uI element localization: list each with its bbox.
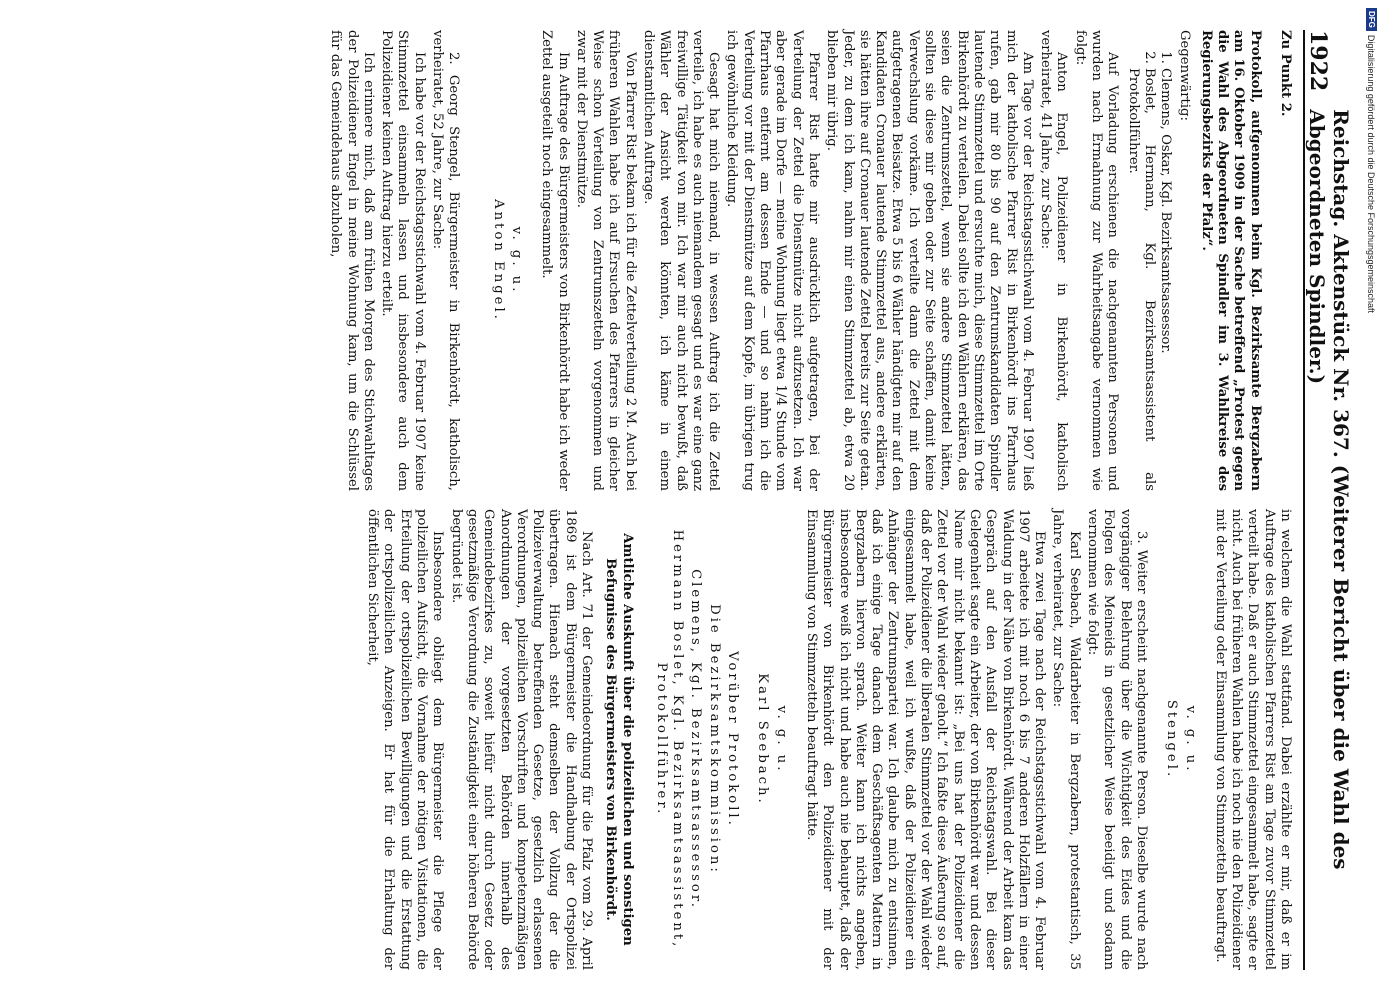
paragraph: 3. Weiter erscheint nachgenannte Person. Dieselbe wurde nach vorgängiger Belehrung über die Wichtigkeit des Eides und die Folgen des Meineids in gesetzlicher Weise beeidigt und sodann vernommen wie folgt: xyxy=(1085,509,1149,970)
present-item: 1. Clemens, Oskar, Kgl. Bezirksamtsassessor. xyxy=(1157,68,1173,491)
paragraph: Ich habe vor der Reichstagsstichwahl vom 4. Februar 1907 keine Stimmzettel einsammeln lassen und insbesondere auch dem Polizeidiener keinen Auftrag hierzu erteilt. xyxy=(379,30,427,491)
text-columns xyxy=(325,30,1293,970)
section-heading: Zu Punkt 2. xyxy=(1278,30,1293,117)
protocol-title: Protokoll, aufgenommen beim Kgl. Bezirksamte Bergzabern am 16. Oktober 1909 in der Sache betreffend „Protest gegen die Wahl des Abgeordneten Spindler im 3. Wahlkreise des Regierungsbezirks der Pfalz“. xyxy=(1198,30,1263,491)
signature: Anton Engel. xyxy=(490,199,506,322)
vgu-mark: v. g. u. xyxy=(773,705,789,774)
signature: Karl Seebach. xyxy=(755,673,771,806)
signature: Clemens, Kgl. Bezirksamtsassessor. xyxy=(688,569,704,910)
page-title: Reichstag. Aktenstück Nr. 367. (Weiterer Bericht über die Wahl des Abgeordneten Spindler.) xyxy=(1305,109,1353,870)
page-number: 1922 xyxy=(1305,30,1331,92)
paragraph: Nach Art. 71 der Gemeindeordnung für die Pfalz vom 29. April 1869 ist dem Bürgermeister die Handhabung der Ortspolizei übertragen. Hienach steht demselben der Vollzug der die Polizeiverwaltung betreffenden Gesetze, gesetzlich erlassenen Verordnungen, polizeilichen Vorschriften und kompetenzmäßigen Anordnungen der vorgesetzten Behörden innerhalb des Gemeindebezirkes zu, soweit hiefür nicht durch Gesetz oder gesetzmäßige Verordnung die Zuständigkeit einer höheren Behörde begründet ist. xyxy=(448,509,595,970)
left-column xyxy=(325,30,1293,491)
paragraph: Gesagt hat mich niemand, in wessen Auftrag ich die Zettel verteile, ich habe es auch niemandem gesagt und es war eine ganz freiwillige Tätigkeit von mir. Ich war mir auch nicht bewußt, daß Wähler der Ansicht werden könnten, ich käme in einem dienstamtlichen Auftrage. xyxy=(641,30,722,491)
paragraph: Von Pfarrer Rist bekam ich für die Zettelverteilung 2 M. Auch bei früheren Wahlen habe ich auf Ersuchen des Pfarrers in gleicher Weise schon Verteilung von Zentrumszetteln vorgenommen und zwar mit der Dienstmütze. xyxy=(573,30,638,491)
present-list xyxy=(1124,30,1173,491)
paragraph: Anton Engel, Polizeidiener in Birkenhördt, katholisch verheiratet, 41 Jahre, zur Sache: xyxy=(1038,30,1070,491)
credit-text: Digitalisierung gefördert durch die Deutsche Forschungsgemeinschaft xyxy=(1366,34,1377,314)
dfg-logo-icon: DFG xyxy=(1366,8,1377,31)
digitization-credit xyxy=(1361,8,1377,1008)
closing-line: Vorüber Protokoll. xyxy=(725,651,741,828)
paragraph: Pfarrer Rist hatte mir ausdrücklich aufgetragen, bei der Verteilung der Zettel die Dienstmütze nicht aufzusetzen. Ich war aber gerade im Dorfe — meine Wohnung liegt etwa 1/4 Stunde vom Pfarrhaus entfernt am dessen Ende — und so nahm ich die Verteilung vor mit der Dienstmütze auf dem Kopfe, im übrigen trug ich gewöhnliche Kleidung. xyxy=(724,30,821,491)
paragraph: Am Tage vor der Reichstagsstichwahl vom 4. Februar 1907 ließ mich der katholische Pfarrer Rist in Birkenhördt ins Pfarrhaus rufen, gab mir 80 bis 90 auf den Zentrumskandidaten Spindler lautende Stimmzettel und ersuchte mich, diese Stimmzettel im Orte Birkenhördt zu verteilen. Dabei sollte ich den Wählern erklären, das seien die Zentrumszettel, wenn sie andere Stimmzettel hätten, sollten sie diese mir geben oder zur Seite schaffen, damit keine Verwechslung vorkäme. Ich verteilte dann die Zettel mit dem aufgetragenen Beisatze. Etwa 5 bis 6 Wähler händigten mir auf den Kandidaten Cronauer lautende Stimmzettel aus, andere erklärten, sie hätten ihre auf Cronauer lautende Zettel bereits zur Seite getan. Jeder, zu dem ich kam, nahm mir einen Stimmzettel ab, etwa 20 blieben mir übrig. xyxy=(824,30,1035,491)
paragraph: Im Auftrage des Bürgermeisters von Birkenhördt habe ich weder Zettel ausgeteilt noch eingesammelt. xyxy=(539,30,571,491)
right-column xyxy=(325,509,1293,970)
present-label: Gegenwärtig: xyxy=(1176,30,1192,121)
page-header xyxy=(1303,30,1353,970)
paragraph: 2. Georg Stengel, Bürgermeister in Birkenhördt, katholisch, verheiratet, 52 Jahre, zur Sache: xyxy=(430,30,462,491)
paragraph: Insbesondere obliegt dem Bürgermeister die Pflege der polizeilichen Aufsicht, die Vornahme der nötigen Visitationen, die Erteilung der ortspolizeilichen Bewilligungen und die Erstattung der ortspolizeilichen Anzeigen. Er hat für die Erhaltung der öffentlichen Sicherheit, xyxy=(365,509,446,970)
paragraph: in welchem die Wahl stattfand. Dabei erzählte er mir, daß er im Auftrage des katholischen Pfarrers Rist am Tage zuvor Stimmzettel verteilt habe. Daß er auch Stimmzettel eingesammelt habe, sagte er nicht. Auch bei früheren Wahlen habe ich noch nie den Polizeidiener mit der Verteilung oder Einsammlung von Stimmzetteln beauftragt. xyxy=(1212,509,1293,970)
vgu-mark: v. g. u. xyxy=(508,226,524,295)
paragraph: Ich erinnere mich, daß am frühen Morgen des Stichwahltages der Polizeidiener Engel in meine Wohnung kam, um die Schlüssel für das Gemeindehaus abzuholen, xyxy=(328,30,376,491)
signature: Hermann Boslet, Kgl. Bezirksamtsassistent, Protokollführer. xyxy=(653,529,686,950)
rotated-document xyxy=(45,30,1353,970)
present-item: 2. Boslet, Hermann, Kgl. Bezirksamtsassistent als Protokollführer. xyxy=(1124,68,1157,491)
paragraph: Etwa zwei Tage nach der Reichstagsstichwahl vom 4. Februar 1907 arbeitete ich mit noch 6 bis 7 anderen Holzfällern in einer Waldung in der Nähe von Birkenhördt. Während der Arbeit kam das Gespräch auf den Ausfall der Reichstagswahl. Bei dieser Gelegenheit sagte ein Arbeiter, der von Birkenhördt war und dessen Name mir nicht bekannt ist: „Bei uns hat der Polizeidiener die Zettel vor der Wahl wieder geholt.“ Ich faßte diese Äußerung so auf, daß der Polizeidiener die liberalen Stimmzettel vor der Wahl wieder eingesammelt habe, weil ich wußte, daß der Polizeidiener ein Anhänger der Zentrumspartei war. Ich glaube mich zu entsinnen, daß ich einige Tage danach dem Geschäftsagenten Mattern in Bergzabern hiervon sprach. Weiter kann ich nichts angeben, insbesondere weiß ich nicht und habe auch nie behauptet, daß der Bürgermeister von Birkenhördt den Polizeidiener mit der Einsammlung von Stimmzetteln beauftragt hätte. xyxy=(803,509,1048,970)
signature: Stengel. xyxy=(1164,699,1180,780)
vgu-mark: v. g. u. xyxy=(1182,705,1198,774)
paragraph: Karl Seebach, Waldarbeiter in Bergzabern, protestantisch, 35 Jahre, verheiratet, zur Sache: xyxy=(1050,509,1082,970)
section-title: Amtliche Auskunft über die polizeilichen und sonstigen Befugnisse des Bürgermeisters von Birkenhördt. xyxy=(603,533,635,946)
paragraph: Auf Vorladung erschienen die nachgenannten Personen und wurden nach Ermahnung zur Wahrheitsangabe vernommen wie folgt: xyxy=(1072,30,1121,491)
commission-label: Die Bezirksamtskommission: xyxy=(706,604,722,875)
